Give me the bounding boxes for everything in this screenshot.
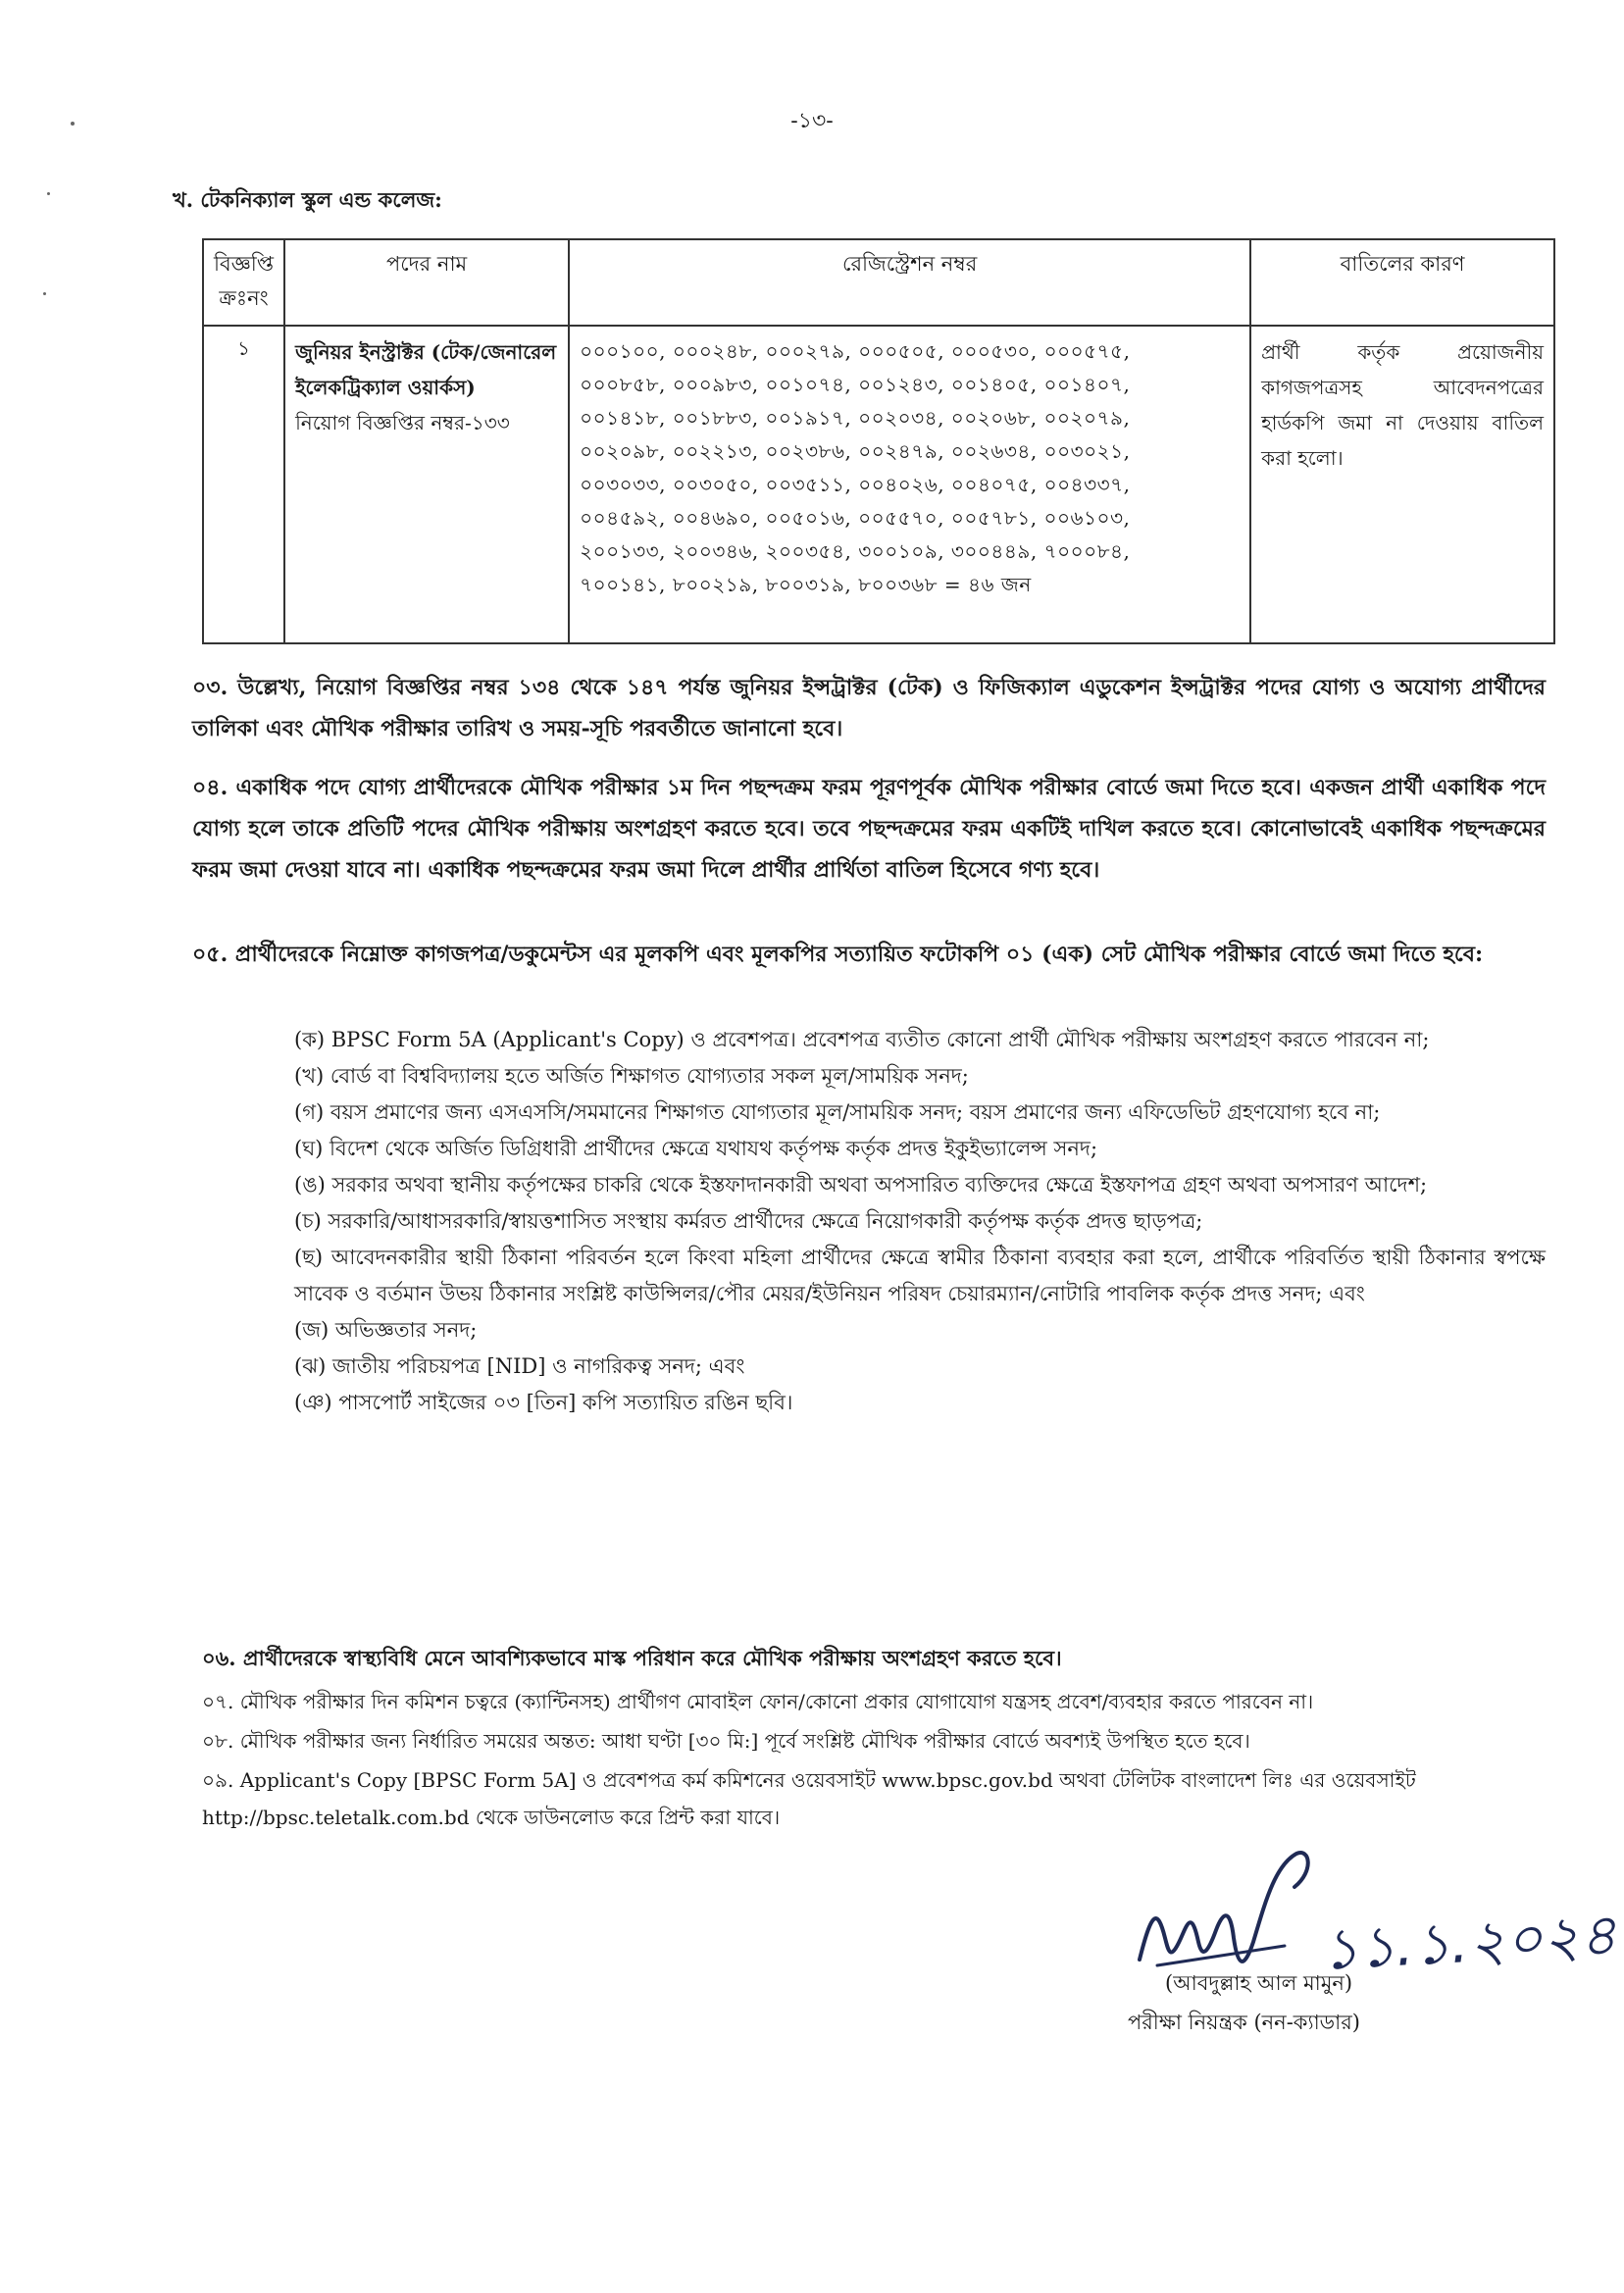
note-09: ০৯. Applicant's Copy [BPSC Form 5A] ও প্রবেশপত্র কর্ম কমিশনের ওয়েবসাইট www.bpsc.gov.bd অথবা টেলিটক বাংলাদেশ লিঃ এর ওয়েবসাইট http://bpsc.teletalk.com.bd থেকে ডাউনলোড করে প্রিন্ট করা যাবে।	[202, 1768, 1416, 1829]
reg-line: ০০৪৫৯২, ০০৪৬৯০, ০০৫০১৬, ০০৫৫৭০, ০০৫৭৮১, ০০৬১০৩,	[580, 506, 1131, 530]
page-number: -১৩-	[790, 109, 834, 133]
reg-line: ০০৩০৩৩, ০০৩০৫০, ০০৩৫১১, ০০৪০২৬, ০০৪০৭৫, ০০৪৩৩৭,	[580, 473, 1131, 496]
reg-line: ০০২০৯৮, ০০২২১৩, ০০২৩৮৬, ০০২৪৭৯, ০০২৬৩৪, ০০৩০২১,	[580, 439, 1131, 463]
paragraph-05: ০৫. প্রার্থীদেরকে নিম্নোক্ত কাগজপত্র/ডকুমেন্টস এর মূলকপি এবং মূলকপির সত্যায়িত ফটোকপি ০১ (এক) সেট মৌখিক পরীক্ষার বোর্ডে জমা দিতে হবে:	[192, 942, 1484, 967]
signatory-name: (আবদুল্লাহ আল মামুন)	[1165, 1971, 1353, 1995]
cell-registration-numbers	[569, 326, 1250, 643]
reg-line: ৭০০১৪১, ৮০০২১৯, ৮০০৩১৯, ৮০০৩৬৮ = ৪৬ জন	[580, 573, 1032, 596]
scan-speck	[43, 292, 46, 295]
paragraph-04: ০৪. একাধিক পদে যোগ্য প্রার্থীদেরকে মৌখিক পরীক্ষার ১ম দিন পছন্দক্রম ফরম পূরণপূর্বক মৌখিক পরীক্ষার বোর্ডে জমা দিতে হবে। একজন প্রার্থী একাধিক পদে যোগ্য হলে তাকে প্রতিটি পদের মৌখিক পরীক্ষায় অংশগ্রহণ করতে হবে। তবে পছন্দক্রমের ফরম একটিই দাখিল করতে হবে। কোনোভাবেই একাধিক পছন্দক্রমের ফরম জমা দেওয়া যাবে না। একাধিক পছন্দক্রমের ফরম জমা দিলে প্রার্থীর প্রার্থিতা বাতিল হিসেবে গণ্য হবে।	[192, 775, 1546, 883]
cell-cancel-reason	[1250, 326, 1554, 643]
list-item: (গ) বয়স প্রমাণের জন্য এসএসসি/সমমানের শিক্ষাগত যোগ্যতার মূল/সাময়িক সনদ; বয়স প্রমাণের জন্য এফিডেভিট গ্রহণযোগ্য হবে না;	[294, 1100, 1381, 1124]
list-item: (ঞ) পাসপোর্ট সাইজের ০৩ [তিন] কপি সত্যায়িত রঙিন ছবি।	[294, 1391, 793, 1414]
reg-line: ০০০৮৫৮, ০০০৯৮৩, ০০১০৭৪, ০০১২৪৩, ০০১৪০৫, ০০১৪০৭,	[580, 373, 1131, 396]
header-post-name: পদের নাম	[284, 239, 569, 326]
note-07: ০৭. মৌখিক পরীক্ষার দিন কমিশন চত্বরে (ক্যান্টিনসহ) প্রার্থীগণ মোবাইল ফোন/কোনো প্রকার যোগাযোগ যন্ত্রসহ প্রবেশ/ব্যবহার করতে পারবেন না।	[202, 1690, 1314, 1713]
table-header-row	[203, 239, 1554, 326]
header-cancel-reason: বাতিলের কারণ	[1250, 239, 1554, 326]
post-name: জুনিয়র ইনস্ট্রাক্টর (টেক/জেনারেল ইলেকট্রিক্যাল ওয়ার্কস)	[295, 340, 557, 399]
list-item: (ঘ) বিদেশ থেকে অর্জিত ডিগ্রিধারী প্রার্থীদের ক্ষেত্রে যথাযথ কর্তৃপক্ষ কর্তৃক প্রদত্ত ইকুইভ্যালেন্স সনদ;	[294, 1137, 1098, 1160]
circular-number: নিয়োগ বিজ্ঞপ্তির নম্বর-১৩৩	[295, 411, 510, 434]
signatory-title: পরীক্ষা নিয়ন্ত্রক (নন-ক্যাডার)	[1128, 2011, 1360, 2034]
list-item: (ক) BPSC Form 5A (Applicant's Copy) ও প্রবেশপত্র। প্রবেশপত্র ব্যতীত কোনো প্রার্থী মৌখিক পরীক্ষায় অংশগ্রহণ করতে পারবেন না;	[294, 1028, 1430, 1051]
list-item: (ছ) আবেদনকারীর স্থায়ী ঠিকানা পরিবর্তন হলে কিংবা মহিলা প্রার্থীদের ক্ষেত্রে স্বামীর ঠিকানা ব্যবহার করা হলে, প্রার্থীকে পরিবর্তিত স্থায়ী ঠিকানার স্বপক্ষে সাবেক ও বর্তমান উভয় ঠিকানার সংশ্লিষ্ট কাউন্সিলর/পৌর মেয়র/ইউনিয়ন পরিষদ চেয়ারম্যান/নোটারি পাবলিক কর্তৃক প্রদত্ত সনদ; এবং	[294, 1246, 1546, 1305]
list-item: (খ) বোর্ড বা বিশ্ববিদ্যালয় হতে অর্জিত শিক্ষাগত যোগ্যতার সকল মূল/সাময়িক সনদ;	[294, 1064, 969, 1088]
cell-serial: ১	[203, 326, 284, 643]
header-serial: বিজ্ঞপ্তি ক্রঃনং	[203, 239, 284, 326]
reg-line: ০০০১০০, ০০০২৪৮, ০০০২৭৯, ০০০৫০৫, ০০০৫৩০, ০০০৫৭৫,	[580, 339, 1131, 363]
header-registration-number: রেজিস্ট্রেশন নম্বর	[569, 239, 1250, 326]
list-item: (ঙ) সরকার অথবা স্থানীয় কর্তৃপক্ষের চাকরি থেকে ইস্তফাদানকারী অথবা অপসারিত ব্যক্তিদের ক্ষেত্রে ইস্তফাপত্র গ্রহণ অথবা অপসারণ আদেশ;	[294, 1173, 1428, 1197]
document-list	[294, 1022, 1546, 1421]
note-06: ০৬. প্রার্থীদেরকে স্বাস্থ্যবিধি মেনে আবশ্যিকভাবে মাস্ক পরিধান করে মৌখিক পরীক্ষায় অংশগ্রহণ করতে হবে।	[202, 1646, 1062, 1670]
section-title: খ. টেকনিক্যাল স্কুল এন্ড কলেজ:	[173, 187, 442, 212]
list-item: (জ) অভিজ্ঞতার সনদ;	[294, 1318, 478, 1342]
table-row	[203, 326, 1554, 643]
cancel-reason: প্রার্থী কর্তৃক প্রয়োজনীয় কাগজপত্রসহ আবেদনপত্রের হার্ডকপি জমা না দেওয়ায় বাতিল করা হলো।	[1261, 340, 1544, 470]
reg-line: ০০১৪১৮, ০০১৮৮৩, ০০১৯১৭, ০০২০৩৪, ০০২০৬৮, ০০২০৭৯,	[580, 406, 1131, 430]
registration-table	[202, 238, 1555, 644]
reg-line: ২০০১৩৩, ২০০৩৪৬, ২০০৩৫৪, ৩০০১০৯, ৩০০৪৪৯, ৭০০০৮৪,	[580, 539, 1131, 563]
cell-post-name	[284, 326, 569, 643]
list-item: (চ) সরকারি/আধাসরকারি/স্বায়ত্তশাসিত সংস্থায় কর্মরত প্রার্থীদের ক্ষেত্রে নিয়োগকারী কর্তৃপক্ষ কর্তৃক প্রদত্ত ছাড়পত্র;	[294, 1209, 1203, 1233]
note-08: ০৮. মৌখিক পরীক্ষার জন্য নির্ধারিত সময়ের অন্তত: আধা ঘণ্টা [৩০ মি:] পূর্বে সংশ্লিষ্ট মৌখিক পরীক্ষার বোর্ডে অবশ্যই উপস্থিত হতে হবে।	[202, 1729, 1250, 1753]
scan-speck	[47, 192, 50, 195]
signature-date: ১১.১.২০২৪	[1320, 1901, 1618, 1983]
list-item: (ঝ) জাতীয় পরিচয়পত্র [NID] ও নাগরিকত্ব সনদ; এবং	[294, 1354, 745, 1378]
paragraph-03: ০৩. উল্লেখ্য, নিয়োগ বিজ্ঞপ্তির নম্বর ১৩৪ থেকে ১৪৭ পর্যন্ত জুনিয়র ইন্সট্রাক্টর (টেক) ও ফিজিক্যাল এডুকেশন ইন্সট্রাক্টর পদের যোগ্য ও অযোগ্য প্রার্থীদের তালিকা এবং মৌখিক পরীক্ষার তারিখ ও সময়-সূচি পরবর্তীতে জানানো হবে।	[192, 675, 1546, 741]
